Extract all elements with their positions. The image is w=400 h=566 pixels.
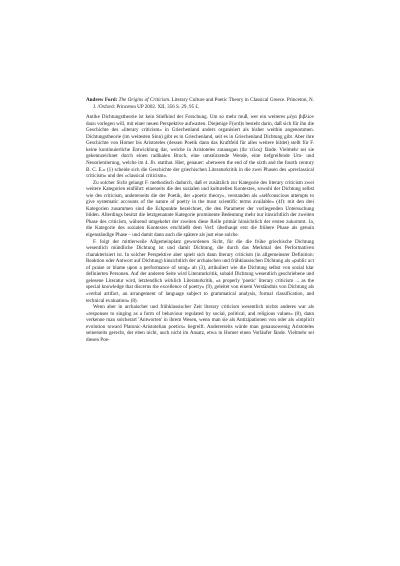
paragraph: Wenn aber in archaischer und frühklassischer Zeit literary criticism wesentlich nichts anderes war als «responses to singing as a form of behaviour regulated by social, political, and religious values» (8), dann verkenne man solcherart 'Antworten' in ihrem Wesen, wenn man sie als Antizipationen von oder als «implicit evolution toward Platonic-Aristotelian poetics» begreift. Andererseits würde man genausowenig Aristoteles seinerseits gerecht, der eben nicht, auch nicht im Ansatz, etwa in Homer einen Vorläufer fände. Vielmehr sei diesen Poe- <box>86 304 314 343</box>
review-author: Andrew Ford: <box>86 97 118 103</box>
book-details: Literary Culture and Poetic Theory in Classical Greece. Princeton, N. J. /Oxford: Princeton UP 2002. XII, 356 S. 29, 95 £. <box>93 97 314 110</box>
paragraph: F. folgt der mittlerweile Allgemeinplatz gewordenen Sicht, für die die frühe griechische Dichtung wesentlich mündliche Dichtung ist und damit Dichtung, die durch das Merkmal des Performativen charakterisiert ist. In solcher Perspektive aber spielt sich dann literary criticism (in allgemeinster Definition: Reaktion oder Antwort auf Dichtung) hinsichtlich der archaischen und frühklassischen Dichtung als «public act of praise or blame upon a performance of song» ab (3), artikuliert wie die Dichtung selbst von sozial klar definierten Personen. Auf der anderen Seite wird Literaturkritik, sobald Dichtung wesentlich geschriebene und gelesene Literatur wird, letztendlich wirklich Literaturkritik, «a properly 'poetic' literary criticism ... as the special knowledge that discerns the excellence of poetry» (9), geleitet von einem Verständnis von Dichtung als «verbal artifact, an arrangement of language subject to grammatical analysis, formal classification, and technical evaluation» (8). <box>86 238 314 304</box>
paragraph: Antike Dichtungstheorie ist kein Stiefkind der Forschung. Um so mehr muß, wer ein weiteres μέγα βιβλίον dazu vorlegen will, mit einer neuen Perspektive aufwarten. Diejenige F(ord)s besteht darin, daß sich für ihn die Geschichte des «literary criticism» in Griechenland anders organisiert als bisher weithin angenommen. Dichtungstheorie (im weitesten Sinn) gibt es in Griechenland, seit es in Griechenland Dichtung gibt. Aber ihre Geschichte von Homer bis Aristoteles (dessen Poetik dann das Kraftfeld für alles weitere bildet) stellt für F. keine kontinuierliche Entwicklung dar, welche in Aristoteles zutausgan (ihr τέλος) fände. Vielmehr sei sie gekennzeichnet durch einen radikalen Bruch, eine umstürzende Wende, eine tiefgreifende Um- und Neuorientierung, welche im 4. Jh. statthat. Hier, genauer: «between the end of the sixth and the fourth century B. C. E.» (1) scheide sich die Geschichte der griechischen Literaturkritik in die zwei Phasen des «preclassical criticism» und des «classical criticism». <box>86 114 314 180</box>
review-column <box>86 97 314 343</box>
review-heading <box>86 97 314 110</box>
paragraph: Zu solcher Sicht gelangt F. methodisch dadurch, daß er zusätzlich zur Kategorie des literary criticism zwei weitere Kategorien einführt: einerseits die des sozialen und kulturellen Kontextes, sowohl der Dichtung selbst wie des criticism, andererseits die der Poetik, der «poetic theory», verstanden als «selfconscious attempts to give systematic accounts of the nature of poetry in the most scientific terms available» (4f): mit den drei Kategorien zusammen sind die Eckpunkte bezeichnet, die den Parameter der vorliegenden Untersuchung bilden. Allerdings besitzt die letztgenannte Kategorie prominente Bedeutung mehr nur hinsichtlich der zweiten Phase des criticism, während umgekehrt der zweiten diese Rolle primär hinsichtlich der ersten zukommt. Ja, die Kategorie des sozialen Kontextes erschließt dem Verf. überhaupt erst die frühere Phase als genuin eigenständige Phase – und damit dann auch die spätere als just eine solche. <box>86 179 314 239</box>
book-title: The Origins of Criticism. <box>118 97 171 103</box>
